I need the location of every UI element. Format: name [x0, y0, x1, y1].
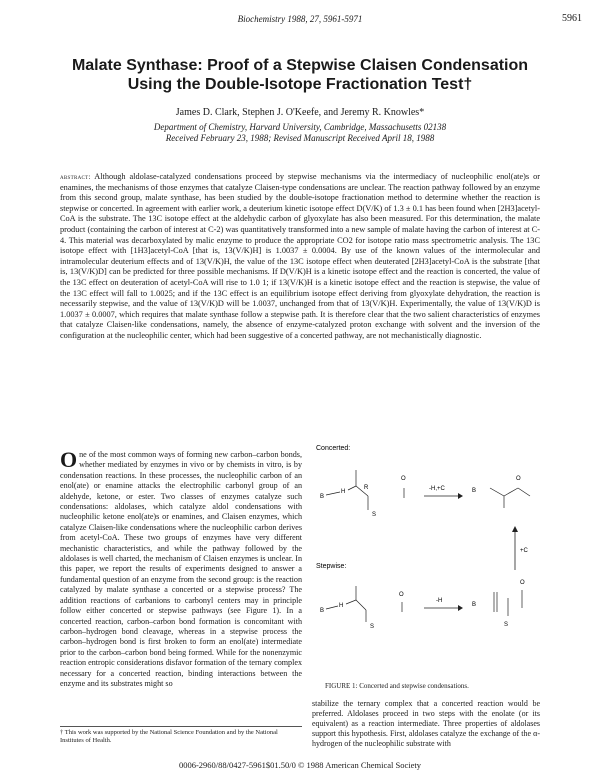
body-column-right: stabilize the ternary complex that a concerted reaction would be preferred. Aldolases proceed in two steps with the enolate (or its equivalent) as a reaction intermediate. Three properties of aldolases support this hypothesis. First, aldolases catalyze the exchange of the α-hydrogen of the nucleophilic substrate with — [312, 699, 540, 748]
vertical-arrow-head — [512, 526, 518, 532]
bond — [348, 486, 356, 490]
abstract — [60, 172, 540, 342]
atom-r-1: R — [364, 485, 369, 491]
atom-s-3: S — [370, 624, 375, 630]
bond — [356, 600, 366, 610]
atom-b-1: B — [320, 494, 325, 500]
atom-o-3: O — [399, 592, 404, 598]
department: Department of Chemistry, Harvard University, Cambridge, Massachusetts 02138 — [153, 122, 447, 132]
paper-title: Malate Synthase: Proof of a Stepwise Claisen Condensation Using the Double-Isotope Fractionation Test† — [71, 57, 529, 93]
bond — [346, 600, 356, 604]
atom-h-3: H — [339, 603, 344, 609]
concerted-arrow-label: -H,+C — [429, 486, 445, 492]
stepwise-label: Stepwise: — [316, 563, 347, 570]
atom-o-1: O — [401, 476, 406, 482]
concerted-arrow-head — [458, 493, 463, 499]
atom-o-4: O — [520, 580, 525, 586]
body-text-left: ne of the most common ways of forming new carbon–carbon bonds, whether mediated by enzymes in vivo or by chemists in vitro, is by condensation reactions. In these processes, the nucleophilic carbon of an enol(ate) or enamine attacks the electrophilic carbonyl group of an aldehyde, ketone, or ester. Two classes of enzymes catalyze such condensations: aldolases, which catalyze aldol condensations with nucleophilic ketone enol(ate)s or enamines, and Claisen enzymes, which catalyze Claisen-like condensations where the nucleophilic carbon derives from acetyl-CoA. These two groups of enzymes have very different mechanistic characteristics, and while the pathway followed by the aldolases is well charted, the mechanism of Claisen enzymes is unclear. In this paper, we report the results of experiments designed to answer a fundamental question of an enzyme from the second group: is the reaction catalyzed by malate synthase a concerted or a stepwise process? The addition reactions of carbanions to carbonyl centers may in principle follow either concerted or stepwise pathways (see Figure 1). In a concerted reaction, carbon–carbon bond formation is concomitant with carbon–hydrogen bond cleavage, whereas in a stepwise process the carbon–hydrogen bond is first broken to form an enol(ate) intermediate prior to the carbon–carbon bond being formed. While for the nonenzymic reaction entropic considerations disfavor formation of the ternary complex necessary for a concerted reaction, binding interactions between the enzyme and its substrates might so — [60, 450, 302, 688]
stepwise-arrow-head — [458, 605, 463, 611]
abstract-text: Although aldolase-catalyzed condensations proceed by stepwise mechanisms via the intermediacy of nucleophilic enol(ate)s or enamines, the mechanisms of those enzymes that catalyze Claisen-type condensations are unclear. The reaction pathway followed by an enzyme from this second group, malate synthase, has been studied by the double-isotope fractionation method to determine whether the reaction is stepwise or concerted. In agreement with earlier work, a deuterium kinetic isotope effect D(V/K) of 1.3 ± 0.1 has been found when [2H3]acetyl-CoA is the substrate. The 13C isotope effect at the aldehydic carbon of glyoxylate has also been measured. For this determination, the malate product (containing the carbon of interest at C-2) was quantitatively transformed into a new sample of malate having the carbon of interest at C-4. This material was decarboxylated by malic enzyme to produce the appropriate CO2 for isotope ratio mass spectrometric analysis. The 13C isotope effect with [1H3]acetyl-CoA [that is, 13(V/K)H] is 1.0037 ± 0.0004. By use of the known values of the intermolecular and intramolecular deuterium effects and of 13(V/K)H, the value of the 13C isotope effect when deuterated [2H3]acetyl-CoA is the substrate [that is, 13(V/K)D] can be predicted for three possible mechanisms. If D(V/K)H is a kinetic isotope effect and the reaction is concerted, the value of the 13C effect on deuteration of acetyl-CoA will rise to 1.0 1; if 13(V/K)H is a kinetic isotope effect and the reaction is stepwise, the value of the 13C effect will fall to 1.0025; and if the 13C effect is an equilibrium isotope effect deriving from glyoxylate dehydration, the reaction is necessarily stepwise, and the value of 13(V/K)D will be 1.0037, unchanged from that of 13(V/K)H. Experimentally, the value of 13(V/K)D is 1.0037 ± 0.0007, which requires that malate synthase follow a stepwise path. It is therefore clear that the two salient characteristics of enzymes that catalyze Claisen-like condensations, namely, the absence of enzyme-catalyzed proton exchange with solvent and the inversion of the configuration at the nucleophilic center, which had been suggestive of a concerted pathway, are not mechanistically diagnostic. — [60, 172, 540, 340]
atom-s-1: S — [372, 512, 377, 518]
concerted-label: Concerted: — [316, 445, 351, 452]
page-number: 5961 — [562, 13, 582, 24]
bond — [490, 488, 504, 496]
atom-b-2: B — [472, 488, 477, 494]
atom-b-3: B — [320, 608, 325, 614]
bond — [504, 488, 518, 496]
authors: James D. Clark, Stephen J. O'Keefe, and Jeremy R. Knowles* — [175, 107, 425, 118]
vertical-arrow-label: +C — [520, 548, 528, 554]
mechanism-diagram — [312, 440, 540, 678]
abstract-label: abstract: — [60, 173, 91, 181]
footnote: † This work was supported by the National Science Foundation and by the National Institutes of Health. — [60, 726, 302, 745]
received-dates: Received February 23, 1988; Revised Manuscript Received April 18, 1988 — [165, 133, 435, 143]
copyright-line: 0006-2960/88/0427-5961$01.50/0 © 1988 American Chemical Society — [178, 760, 422, 770]
journal-citation: Biochemistry 1988, 27, 5961-5971 — [237, 14, 363, 24]
stepwise-arrow-label: -H — [436, 598, 443, 604]
atom-b-4: B — [472, 602, 477, 608]
drop-cap: O — [60, 447, 78, 472]
body-column-left — [60, 447, 302, 689]
bond — [518, 488, 530, 496]
atom-h-1: H — [341, 489, 346, 495]
bond — [326, 606, 338, 609]
bond — [326, 492, 340, 495]
atom-o-2: O — [516, 476, 521, 482]
atom-s-4: S — [504, 622, 509, 628]
figure-caption: FIGURE 1: Concerted and stepwise condensations. — [325, 682, 469, 690]
figure-1 — [312, 440, 540, 678]
affiliation — [0, 122, 600, 144]
